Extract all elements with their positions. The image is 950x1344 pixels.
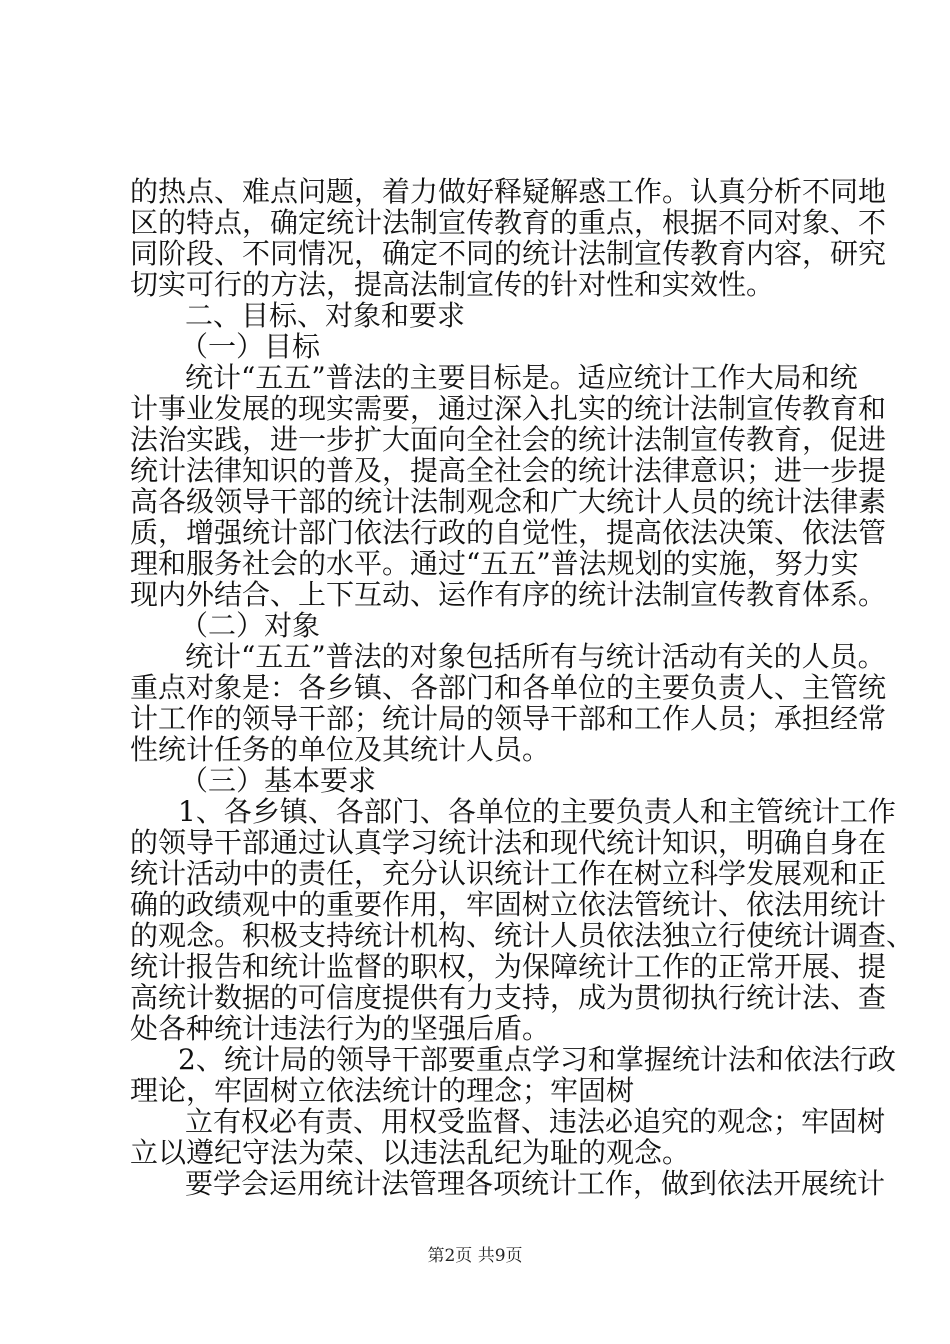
body-text-line: 2、统计局的领导干部要重点学习和掌握统计法和依法行政 <box>178 1043 896 1076</box>
body-text-line: 立有权必有责、用权受监督、违法必追究的观念；牢固树 <box>185 1105 886 1138</box>
section-heading: 二、目标、对象和要求 <box>185 299 466 332</box>
body-text-line: 法治实践，进一步扩大面向全社会的统计法制宣传教育，促进 <box>130 423 887 456</box>
body-text-line: 区的特点，确定统计法制宣传教育的重点，根据不同对象、不 <box>130 206 887 239</box>
body-text-line: 性统计任务的单位及其统计人员。 <box>130 733 551 766</box>
body-text-line: 同阶段、不同情况，确定不同的统计法制宣传教育内容，研究 <box>130 237 887 270</box>
body-text-line: 的领导干部通过认真学习统计法和现代统计知识，明确自身在 <box>130 826 887 859</box>
body-text-line: 高各级领导干部的统计法制观念和广大统计人员的统计法律素 <box>130 485 887 518</box>
body-text-line: 的观念。积极支持统计机构、统计人员依法独立行使统计调查、 <box>130 919 915 952</box>
body-text-line: 高统计数据的可信度提供有力支持，成为贯彻执行统计法、查 <box>130 981 887 1014</box>
page-number-footer: 第2页 共9页 <box>427 1246 523 1266</box>
body-text-line: 立以遵纪守法为荣、以违法乱纪为耻的观念。 <box>130 1136 691 1169</box>
body-text-line: 计工作的领导干部；统计局的领导干部和工作人员；承担经常 <box>130 702 887 735</box>
subsection-heading: （一）目标 <box>180 330 321 363</box>
body-text-line: 要学会运用统计法管理各项统计工作，做到依法开展统计 <box>185 1167 886 1200</box>
body-text-line: 1、各乡镇、各部门、各单位的主要负责人和主管统计工作 <box>178 795 896 828</box>
body-text-line: 统计报告和统计监督的职权，为保障统计工作的正常开展、提 <box>130 950 887 983</box>
body-text-line: 确的政绩观中的重要作用，牢固树立依法管统计、依法用统计 <box>130 888 887 921</box>
body-text-line: 理论，牢固树立依法统计的理念；牢固树 <box>130 1074 635 1107</box>
subsection-heading: （二）对象 <box>180 609 321 642</box>
body-text-line: 统计“五五”普法的对象包括所有与统计活动有关的人员。 <box>185 640 886 673</box>
body-text-line: 重点对象是：各乡镇、各部门和各单位的主要负责人、主管统 <box>130 671 887 704</box>
subsection-heading: （三）基本要求 <box>180 764 377 797</box>
body-text-line: 计事业发展的现实需要，通过深入扎实的统计法制宣传教育和 <box>130 392 887 425</box>
body-text-line: 处各种统计违法行为的坚强后盾。 <box>130 1012 551 1045</box>
body-text-line: 现内外结合、上下互动、运作有序的统计法制宣传教育体系。 <box>130 578 887 611</box>
body-text-line: 统计活动中的责任，充分认识统计工作在树立科学发展观和正 <box>130 857 887 890</box>
body-text-line: 质，增强统计部门依法行政的自觉性，提高依法决策、依法管 <box>130 516 887 549</box>
body-text-line: 切实可行的方法，提高法制宣传的针对性和实效性。 <box>130 268 775 301</box>
body-text-line: 统计“五五”普法的主要目标是。适应统计工作大局和统 <box>185 361 858 394</box>
body-text-line: 统计法律知识的普及，提高全社会的统计法律意识；进一步提 <box>130 454 887 487</box>
body-text-line: 理和服务社会的水平。通过“五五”普法规划的实施，努力实 <box>130 547 859 580</box>
body-text-line: 的热点、难点问题，着力做好释疑解惑工作。认真分析不同地 <box>130 175 887 208</box>
